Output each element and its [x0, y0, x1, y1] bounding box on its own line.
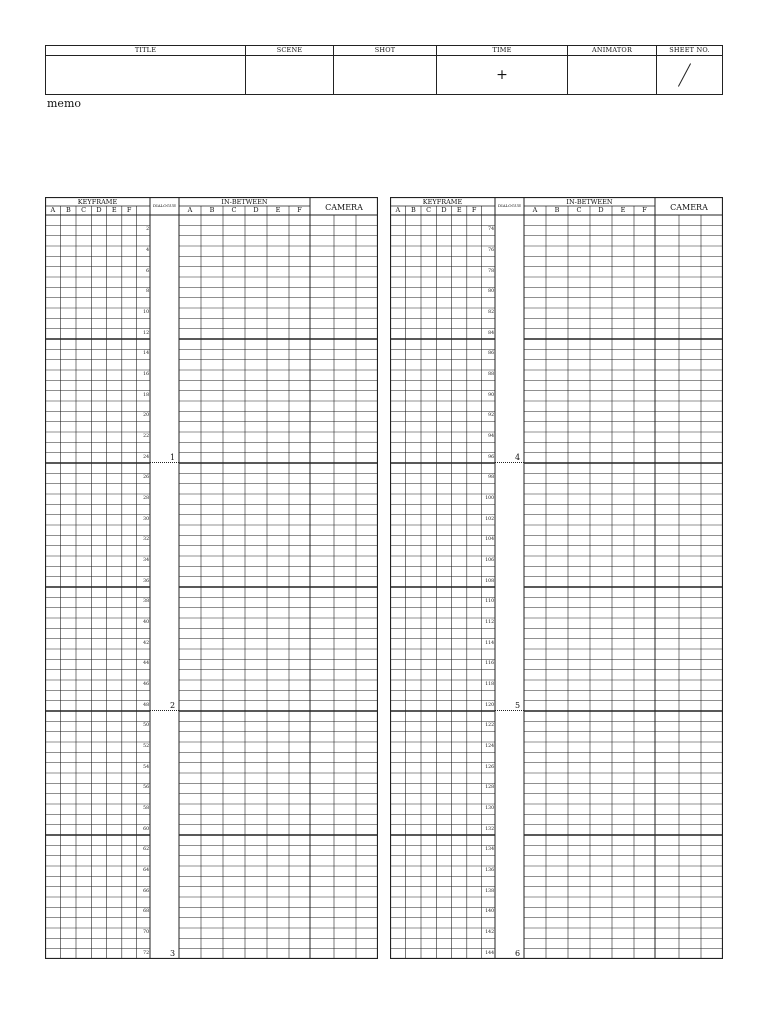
frame-number: 90: [488, 392, 494, 398]
scene-cell[interactable]: [246, 46, 334, 94]
keyframe-column-e: E: [456, 206, 462, 214]
frame-number: 96: [488, 454, 494, 460]
inbetween-column-b: B: [209, 206, 215, 214]
second-marker-line: [495, 710, 524, 711]
frame-number: 32: [143, 537, 149, 543]
frame-number: 12: [143, 330, 149, 336]
frame-number: 38: [143, 599, 149, 605]
frame-number: 132: [485, 826, 494, 832]
inbetween-column-f: F: [297, 206, 302, 214]
frame-number: 58: [143, 806, 149, 811]
frame-number: 6: [146, 268, 149, 274]
camera-header: CAMERA: [325, 203, 363, 212]
title-label: TITLE: [46, 46, 245, 56]
keyframe-header: KEYFRAME: [422, 198, 463, 206]
keyframe-column-b: B: [410, 206, 416, 214]
time-label: TIME: [437, 46, 567, 56]
inbetween-column-b: B: [554, 206, 560, 214]
frame-number: 98: [488, 475, 494, 481]
frame-number: 78: [488, 268, 494, 274]
sheet-no-label: SHEET NO.: [657, 46, 722, 56]
keyframe-header: KEYFRAME: [77, 198, 118, 206]
second-marker-line: [150, 710, 179, 711]
frame-number: 126: [485, 764, 494, 770]
frame-number: 20: [143, 413, 149, 419]
frame-number: 88: [488, 372, 494, 377]
frame-number: 36: [143, 578, 149, 584]
second-marker: 5: [515, 701, 521, 710]
second-marker-line: [495, 462, 524, 463]
frame-number: 106: [485, 558, 494, 563]
frame-number: 8: [146, 289, 149, 295]
inbetween-header: IN-BETWEEN: [566, 198, 613, 206]
frame-number: 72: [143, 950, 149, 956]
title-value: [46, 56, 245, 94]
frame-number: 104: [485, 537, 494, 543]
sheet-no-value: [657, 56, 722, 94]
sheet-border: [391, 198, 723, 959]
frame-number: 102: [485, 516, 494, 522]
frame-number: 50: [143, 723, 149, 729]
time-cell[interactable]: [437, 46, 568, 94]
frame-number: 44: [143, 661, 149, 667]
frame-number: 54: [143, 764, 149, 770]
shot-value: [334, 56, 436, 94]
keyframe-column-c: C: [81, 206, 87, 214]
time-value: +: [496, 67, 508, 83]
keyframe-column-d: D: [96, 206, 102, 214]
frame-number: 2: [146, 227, 149, 233]
frame-number: 118: [485, 682, 494, 687]
frame-number: 16: [143, 372, 149, 377]
scene-value: [246, 56, 333, 94]
frame-number: 100: [485, 496, 494, 501]
frame-number: 128: [485, 785, 494, 791]
dialogue-header: DIALOGUE: [152, 203, 177, 208]
inbetween-column-f: F: [642, 206, 647, 214]
keyframe-column-f: F: [126, 206, 132, 214]
title-cell[interactable]: [46, 46, 246, 94]
second-marker: 1: [170, 453, 176, 462]
animator-value: [568, 56, 656, 94]
frame-number: 62: [143, 847, 149, 853]
frame-number: 66: [143, 888, 149, 894]
frame-number: 122: [485, 723, 494, 729]
second-marker: 6: [515, 949, 521, 958]
header-table: [45, 45, 723, 95]
frame-number: 124: [485, 744, 494, 749]
second-marker-line: [150, 462, 179, 463]
frame-number: 84: [488, 330, 494, 336]
frame-number: 68: [143, 909, 149, 915]
scene-label: SCENE: [246, 46, 333, 56]
inbetween-column-d: D: [598, 206, 604, 214]
frame-number: 52: [143, 744, 149, 749]
sheet-no-cell[interactable]: [657, 46, 722, 94]
second-marker: 4: [515, 453, 521, 462]
frame-number: 74: [488, 227, 494, 233]
timesheet-grid-frames-1-72[interactable]: [45, 197, 378, 959]
inbetween-column-e: E: [275, 206, 281, 214]
frame-number: 80: [488, 289, 494, 295]
frame-number: 76: [488, 248, 494, 253]
frame-number: 64: [143, 868, 149, 873]
frame-number: 144: [485, 950, 494, 956]
animator-label: ANIMATOR: [568, 46, 656, 56]
memo-label: memo: [47, 97, 81, 110]
frame-number: 14: [143, 351, 149, 357]
frame-number: 130: [485, 806, 494, 811]
frame-number: 94: [488, 434, 494, 439]
frame-number: 114: [485, 640, 494, 646]
frame-number: 22: [143, 434, 149, 439]
frame-number: 138: [485, 888, 494, 894]
sheet-border: [46, 198, 378, 959]
inbetween-column-a: A: [532, 206, 538, 214]
frame-number: 120: [485, 702, 494, 708]
frame-number: 4: [146, 248, 149, 253]
inbetween-column-d: D: [253, 206, 259, 214]
frame-number: 42: [143, 640, 149, 646]
second-marker: 3: [170, 949, 176, 958]
frame-number: 10: [143, 310, 149, 315]
frame-number: 24: [143, 454, 149, 460]
frame-number: 134: [485, 847, 494, 853]
frame-number: 86: [488, 351, 494, 357]
frame-number: 28: [143, 496, 149, 501]
dialogue-header: DIALOGUE: [497, 203, 522, 208]
animator-cell[interactable]: [568, 46, 657, 94]
frame-number: 34: [143, 558, 149, 563]
frame-number: 116: [485, 661, 494, 667]
frame-number: 112: [485, 620, 494, 625]
frame-number: 18: [143, 392, 149, 398]
frame-number: 140: [485, 909, 494, 915]
inbetween-column-c: C: [231, 206, 237, 214]
shot-label: SHOT: [334, 46, 436, 56]
shot-cell[interactable]: [334, 46, 437, 94]
frame-number: 110: [485, 599, 494, 605]
frame-number: 136: [485, 868, 494, 873]
camera-header: CAMERA: [670, 203, 708, 212]
keyframe-column-e: E: [111, 206, 117, 214]
keyframe-column-c: C: [426, 206, 432, 214]
inbetween-column-c: C: [576, 206, 582, 214]
frame-number: 92: [488, 413, 494, 419]
inbetween-header: IN-BETWEEN: [221, 198, 268, 206]
grid-lines: [390, 197, 723, 959]
frame-number: 82: [488, 310, 494, 315]
frame-number: 48: [143, 702, 149, 708]
inbetween-column-a: A: [187, 206, 193, 214]
keyframe-column-d: D: [441, 206, 447, 214]
inbetween-column-e: E: [620, 206, 626, 214]
frame-number: 40: [143, 620, 149, 625]
keyframe-column-a: A: [395, 206, 401, 214]
second-marker: 2: [170, 701, 176, 710]
frame-number: 60: [143, 826, 149, 832]
timesheet-grid-frames-73-144[interactable]: [390, 197, 723, 959]
frame-number: 142: [485, 930, 494, 935]
keyframe-column-f: F: [471, 206, 477, 214]
keyframe-column-a: A: [50, 206, 56, 214]
frame-number: 70: [143, 930, 149, 935]
grid-lines: [45, 197, 378, 959]
frame-number: 108: [485, 578, 494, 584]
frame-number: 56: [143, 785, 149, 791]
frame-number: 46: [143, 682, 149, 687]
frame-number: 26: [143, 475, 149, 481]
frame-number: 30: [143, 516, 149, 522]
keyframe-column-b: B: [65, 206, 71, 214]
